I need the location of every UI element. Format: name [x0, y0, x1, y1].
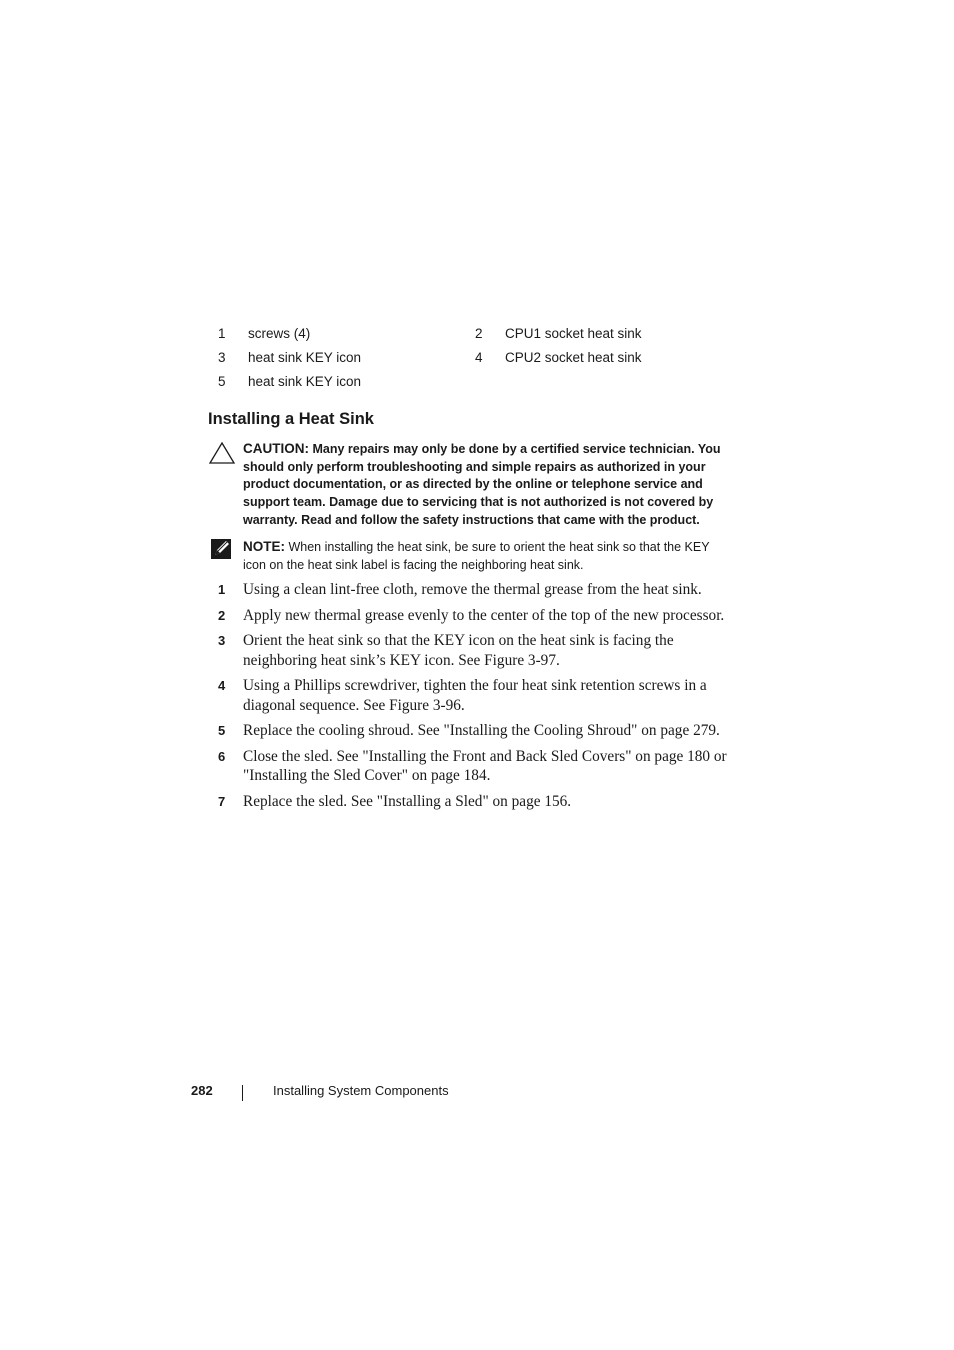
step-text: Apply new thermal grease evenly to the center of the top of the new processor.: [243, 606, 725, 624]
step-text: Orient the heat sink so that the KEY icon on the heat sink is facing the neighboring heat sink’s KEY icon. See Figure 3-97.: [243, 632, 674, 669]
list-item: [218, 580, 728, 600]
step-number: 7: [218, 793, 226, 809]
step-number: 3: [218, 633, 226, 648]
step-text: Close the sled. See "Installing the Front and Back Sled Covers" on page 180 or "Installing the Sled Cover" on page 184.: [243, 747, 727, 784]
note-body: When installing the heat sink, be sure to orient the heat sink so that the KEY icon on the heat sink label is facing the neighboring heat sink.: [243, 540, 710, 572]
legend-number: 4: [475, 350, 483, 365]
step-number: 6: [218, 748, 226, 764]
step-number: 5: [218, 723, 226, 738]
list-item: [218, 631, 728, 670]
step-text: Using a clean lint-free cloth, remove the thermal grease from the heat sink.: [243, 581, 702, 598]
list-item: [218, 747, 728, 786]
list-item: [218, 676, 728, 715]
legend-number: 5: [218, 374, 226, 389]
list-item: [218, 606, 728, 626]
legend-label: screws (4): [248, 326, 311, 341]
legend-number: 1: [218, 326, 226, 341]
footer-divider: [242, 1085, 243, 1101]
step-text: Using a Phillips screwdriver, tighten the four heat sink retention screws in a diagonal sequence. See Figure 3-96.: [243, 677, 707, 714]
legend-row: [218, 350, 738, 374]
legend-label: CPU1 socket heat sink: [505, 326, 642, 341]
legend-row: [218, 326, 738, 350]
caution-triangle-icon: [208, 441, 236, 465]
caution-body: Many repairs may only be done by a certified service technician. You should only perform troubleshooting and simple repairs as authorized in your product documentation, or as directed by the online or telephone service and support team. Damage due to servicing that is not authorized is not covered by warranty. Read and follow the safety instructions that came with the product.: [243, 442, 721, 527]
list-item: [218, 792, 728, 812]
caution-text-block: [243, 440, 728, 530]
legend-number: 3: [218, 350, 226, 365]
step-text: Replace the cooling shroud. See "Installing the Cooling Shroud" on page 279.: [243, 722, 720, 739]
section-title: Installing a Heat Sink: [208, 410, 374, 428]
step-text: Replace the sled. See "Installing a Sled" on page 156.: [243, 792, 572, 810]
list-item: [218, 721, 728, 741]
note-pencil-icon: [210, 538, 234, 560]
step-number: 4: [218, 678, 226, 693]
page-number: 282: [191, 1083, 213, 1098]
step-number: 2: [218, 607, 226, 623]
step-number: 1: [218, 582, 226, 597]
procedure-steps: [218, 580, 728, 817]
legend-row: [218, 374, 738, 398]
note-label: NOTE:: [243, 539, 285, 554]
caution-label: CAUTION:: [243, 441, 309, 456]
note-text-block: [243, 538, 730, 574]
legend-label: heat sink KEY icon: [248, 350, 362, 365]
caution-notice: [208, 440, 728, 530]
legend-number: 2: [475, 326, 483, 341]
legend-label: CPU2 socket heat sink: [505, 350, 642, 365]
chapter-title: Installing System Components: [273, 1083, 449, 1098]
figure-legend: [218, 326, 738, 398]
note-notice: [210, 538, 730, 574]
legend-label: heat sink KEY icon: [248, 374, 362, 389]
